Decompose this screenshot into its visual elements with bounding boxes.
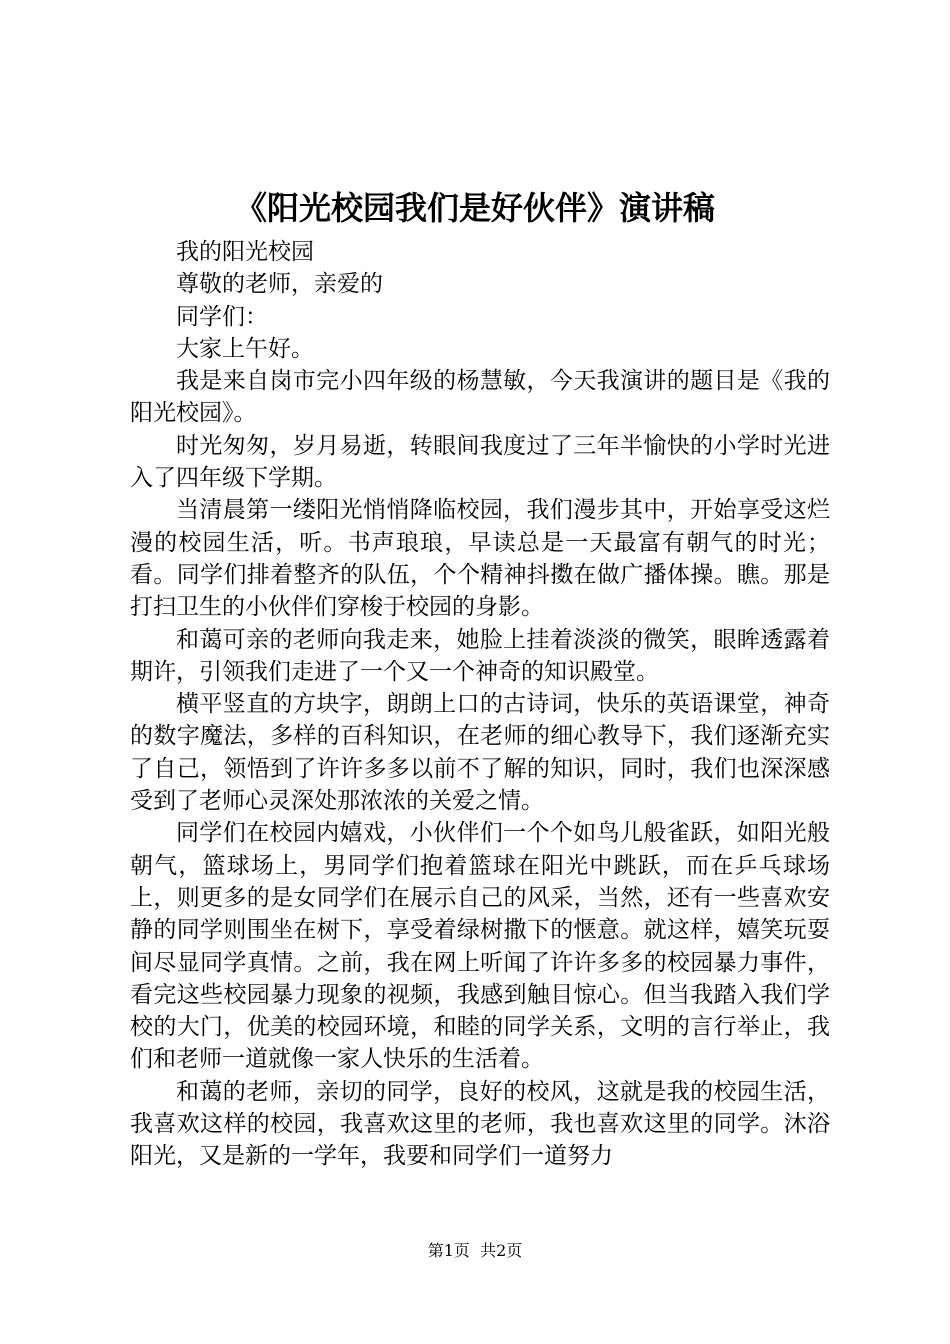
paragraph: 横平竖直的方块字，朗朗上口的古诗词，快乐的英语课堂，神奇的数字魔法，多样的百科知识，在老师的细心教导下，我们逐渐充实了自己，领悟到了许许多多以前不了解的知识，同时，我们也深深感受到了老师心灵深处那浓浓的关爱之情。 <box>130 691 830 815</box>
paragraph: 我是来自岗市完小四年级的杨慧敏，今天我演讲的题目是《我的阳光校园》。 <box>130 368 830 427</box>
paragraph: 和蔼可亲的老师向我走来，她脸上挂着淡淡的微笑，眼眸透露着期许，引领我们走进了一个又一个神奇的知识殿堂。 <box>130 626 830 685</box>
paragraph: 当清晨第一缕阳光悄悄降临校园，我们漫步其中，开始享受这烂漫的校园生活，听。书声琅琅，早读总是一天最富有朝气的时光；看。同学们排着整齐的队伍，个个精神抖擞在做广播体操。瞧。那是打扫卫生的小伙伴们穿梭于校园的身影。 <box>130 497 830 621</box>
paragraph: 我的阳光校园 <box>176 239 314 265</box>
paragraph: 大家上午好。 <box>176 335 314 362</box>
paragraph: 尊敬的老师，亲爱的 <box>176 271 383 298</box>
paragraph: 同学们： <box>176 303 268 330</box>
paragraph: 同学们在校园内嬉戏，小伙伴们一个个如鸟儿般雀跃，如阳光般朝气，篮球场上，男同学们抱着篮球在阳光中跳跃，而在乒乓球场上，则更多的是女同学们在展示自己的风采，当然，还有一些喜欢安静的同学则围坐在树下，享受着绿树撒下的惬意。就这样，嬉笑玩耍间尽显同学真情。之前，我在网上听闻了许许多多的校园暴力事件，看完这些校园暴力现象的视频，我感到触目惊心。但当我踏入我们学校的大门，优美的校园环境，和睦的同学关系，文明的言行举止，我们和老师一道就像一家人快乐的生活着。 <box>130 820 830 1073</box>
document-body <box>130 236 830 1173</box>
document-title: 《阳光校园我们是好伙伴》演讲稿 <box>234 189 715 227</box>
page-footer <box>0 1240 950 1262</box>
paragraph: 时光匆匆，岁月易逝，转眼间我度过了三年半愉快的小学时光进入了四年级下学期。 <box>130 432 830 492</box>
paragraph: 和蔼的老师，亲切的同学，良好的校风，这就是我的校园生活，我喜欢这样的校园，我喜欢这里的老师，我也喜欢这里的同学。沐浴阳光，又是新的一学年，我要和同学们一道努力 <box>130 1078 830 1170</box>
page-number: 第1页 共2页 <box>427 1241 523 1260</box>
